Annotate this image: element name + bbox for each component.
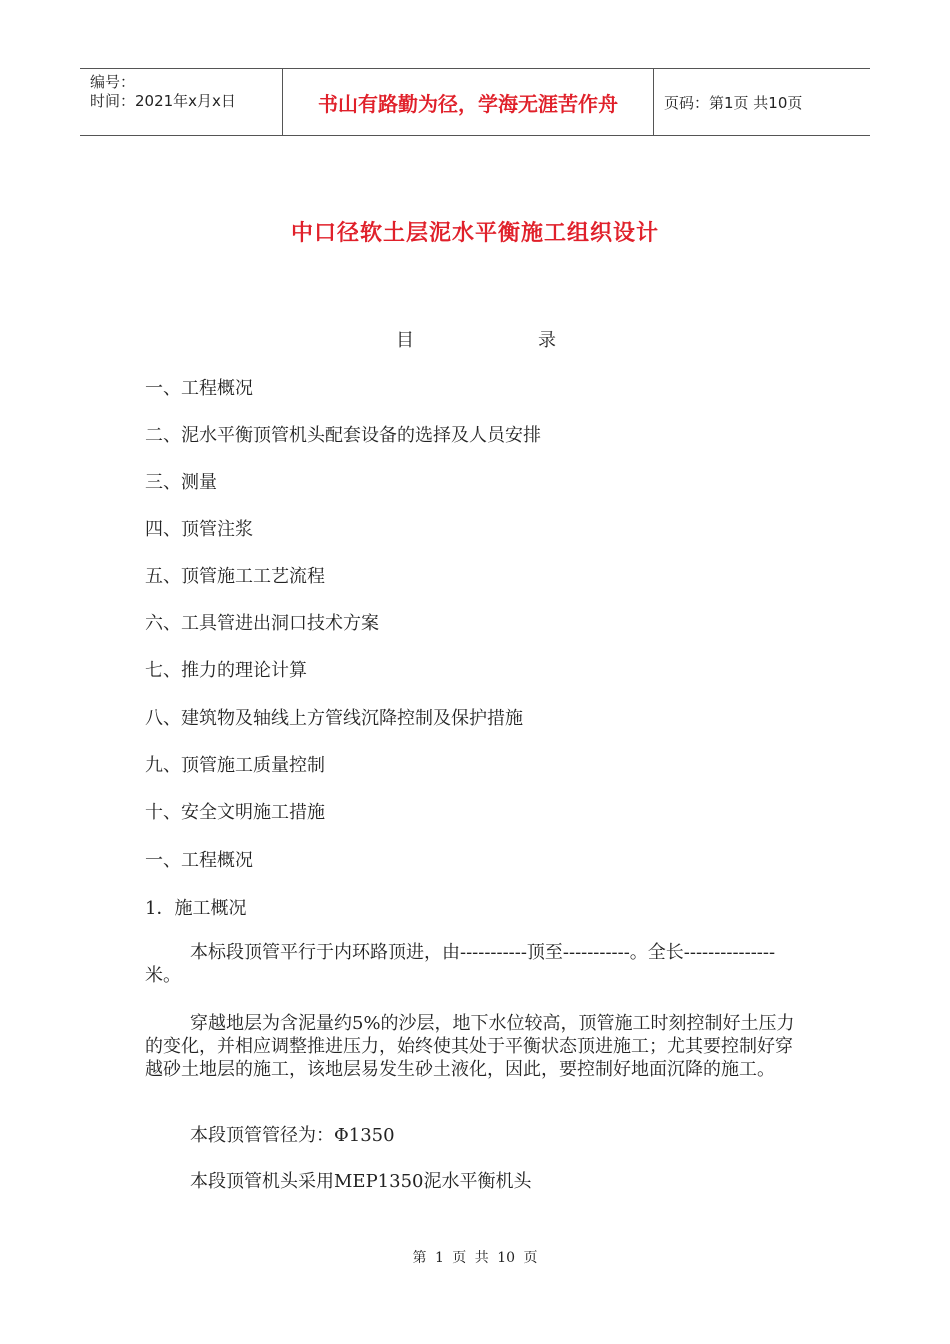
toc-heading-char-2: 录 xyxy=(538,330,556,351)
toc-item: 三、测量 xyxy=(145,472,217,493)
header-meta-cell xyxy=(80,69,282,135)
toc-item: 十、安全文明施工措施 xyxy=(145,802,325,823)
toc-item: 六、工具管进出洞口技术方案 xyxy=(145,613,379,634)
header-table xyxy=(80,68,870,136)
document-time-label: 时间：2021年x月x日 xyxy=(90,92,236,110)
body-paragraph: 本段顶管管径为：Φ1350 xyxy=(190,1125,395,1146)
body-paragraph: 本标段顶管平行于内环路顶进，由-----------顶至-----------。全长---------------米。 xyxy=(145,942,776,986)
header-page-info: 页码：第1页 共10页 xyxy=(664,93,803,112)
body-paragraph: 穿越地层为含泥量约5%的沙层，地下水位较高，顶管施工时刻控制好土压力的变化，并相应调整推进压力，始终使其处于平衡状态顶进施工；尤其要控制好穿越砂土地层的施工，该地层易发生砂土液化，因此，要控制好地面沉降的施工。 xyxy=(145,1013,795,1080)
section-heading: 一、工程概况 xyxy=(145,850,253,871)
document-title: 中口径软土层泥水平衡施工组织设计 xyxy=(290,221,659,246)
body-paragraph: 本段顶管机头采用MEP1350泥水平衡机头 xyxy=(190,1171,532,1192)
document-number-label: 编号： xyxy=(90,73,136,91)
header-motto: 书山有路勤为径，学海无涯苦作舟 xyxy=(282,69,654,135)
toc-heading-char-1: 目 xyxy=(396,330,414,351)
toc-item: 二、泥水平衡顶管机头配套设备的选择及人员安排 xyxy=(145,425,541,446)
toc-item: 七、推力的理论计算 xyxy=(145,660,307,681)
toc-item: 一、工程概况 xyxy=(145,378,253,399)
toc-item: 五、顶管施工工艺流程 xyxy=(145,566,325,587)
subsection-heading: 1．施工概况 xyxy=(145,898,247,919)
toc-item: 九、顶管施工质量控制 xyxy=(145,755,325,776)
toc-item: 八、建筑物及轴线上方管线沉降控制及保护措施 xyxy=(145,708,523,729)
toc-item: 四、顶管注浆 xyxy=(145,519,253,540)
page-footer: 第 1 页 共 10 页 xyxy=(412,1250,538,1266)
